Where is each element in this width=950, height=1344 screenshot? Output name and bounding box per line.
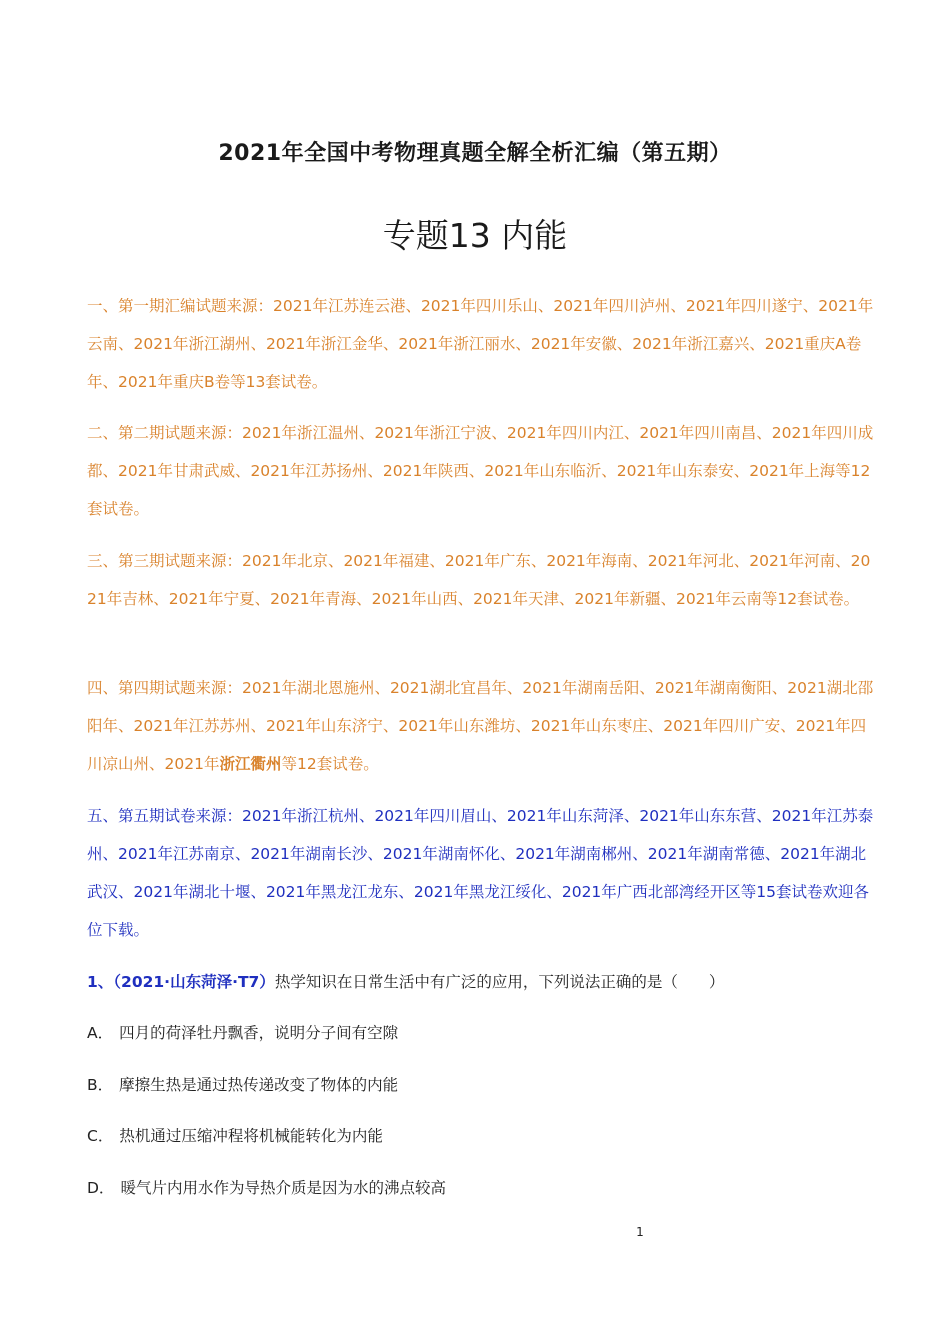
source-period-2 <box>87 414 877 528</box>
source-period-4-highlight: 浙江衢州 <box>219 755 282 773</box>
option-b-text: 摩擦生热是通过热传递改变了物体的内能 <box>119 1076 399 1094</box>
option-c <box>87 1122 877 1150</box>
option-c-letter: C． <box>87 1127 114 1145</box>
option-b-letter: B． <box>87 1076 114 1094</box>
source-period-5 <box>87 797 877 949</box>
question-1 <box>87 968 877 996</box>
source-period-5-text: 五、第五期试卷来源：2021年浙江杭州、2021年四川眉山、2021年山东菏泽、2021年山东东营、2021年江苏泰州、2021年江苏南京、2021年湖南长沙、2021年湖南怀化、2021年湖南郴州、2021年湖南常德、2021年湖北武汉、2021年湖北十堰、2021年黑龙江龙东、2021年黑龙江绥化、2021年广西北部湾经开区等15套试卷欢迎各位下载。 <box>87 807 874 939</box>
option-a-text: 四月的荷泽牡丹飘香，说明分子间有空隙 <box>119 1024 399 1042</box>
source-period-2-text: 二、第二期试题来源：2021年浙江温州、2021年浙江宁波、2021年四川内江、2021年四川南昌、2021年四川成都、2021年甘肃武威、2021年江苏扬州、2021年陕西、2021年山东临沂、2021年山东泰安、2021年上海等12套试卷。 <box>87 424 874 518</box>
source-period-3-text: 三、第三期试题来源：2021年北京、2021年福建、2021年广东、2021年海南、2021年河北、2021年河南、2021年吉林、2021年宁夏、2021年青海、2021年山西、2021年天津、2021年新疆、2021年云南等12套试卷。 <box>87 552 871 608</box>
source-period-1 <box>87 287 877 401</box>
document-title: 2021年全国中考物理真题全解全析汇编（第五期） <box>218 141 732 166</box>
option-c-text: 热机通过压缩冲程将机械能转化为内能 <box>119 1127 383 1145</box>
question-1-stem: 热学知识在日常生活中有广泛的应用，下列说法正确的是（ ） <box>274 973 725 991</box>
question-1-tag: 1、（2021·山东菏泽·T7） <box>87 973 275 991</box>
source-period-4 <box>87 669 877 783</box>
option-d <box>87 1174 877 1202</box>
option-a <box>87 1019 877 1047</box>
option-b <box>87 1071 877 1099</box>
source-period-1-text: 一、第一期汇编试题来源：2021年江苏连云港、2021年四川乐山、2021年四川泸州、2021年四川遂宁、2021年云南、2021年浙江湖州、2021年浙江金华、2021年浙江丽水、2021年安徽、2021年浙江嘉兴、2021重庆A卷年、2021年重庆B卷等13套试卷。 <box>87 297 874 391</box>
page-number: 1 <box>636 1225 644 1239</box>
source-period-3 <box>87 542 877 618</box>
source-period-4-tail: 等12套试卷。 <box>281 755 379 773</box>
option-a-letter: A． <box>87 1024 114 1042</box>
source-period-4-text: 四、第四期试题来源：2021年湖北恩施州、2021湖北宜昌年、2021年湖南岳阳、2021年湖南衡阳、2021湖北邵阳年、2021年江苏苏州、2021年山东济宁、2021年山东潍坊、2021年山东枣庄、2021年四川广安、2021年四川凉山州、2021年 <box>87 679 874 773</box>
option-d-letter: D． <box>87 1179 115 1197</box>
option-d-text: 暖气片内用水作为导热介质是因为水的沸点较高 <box>120 1179 446 1197</box>
topic-title: 专题13 内能 <box>382 216 568 255</box>
